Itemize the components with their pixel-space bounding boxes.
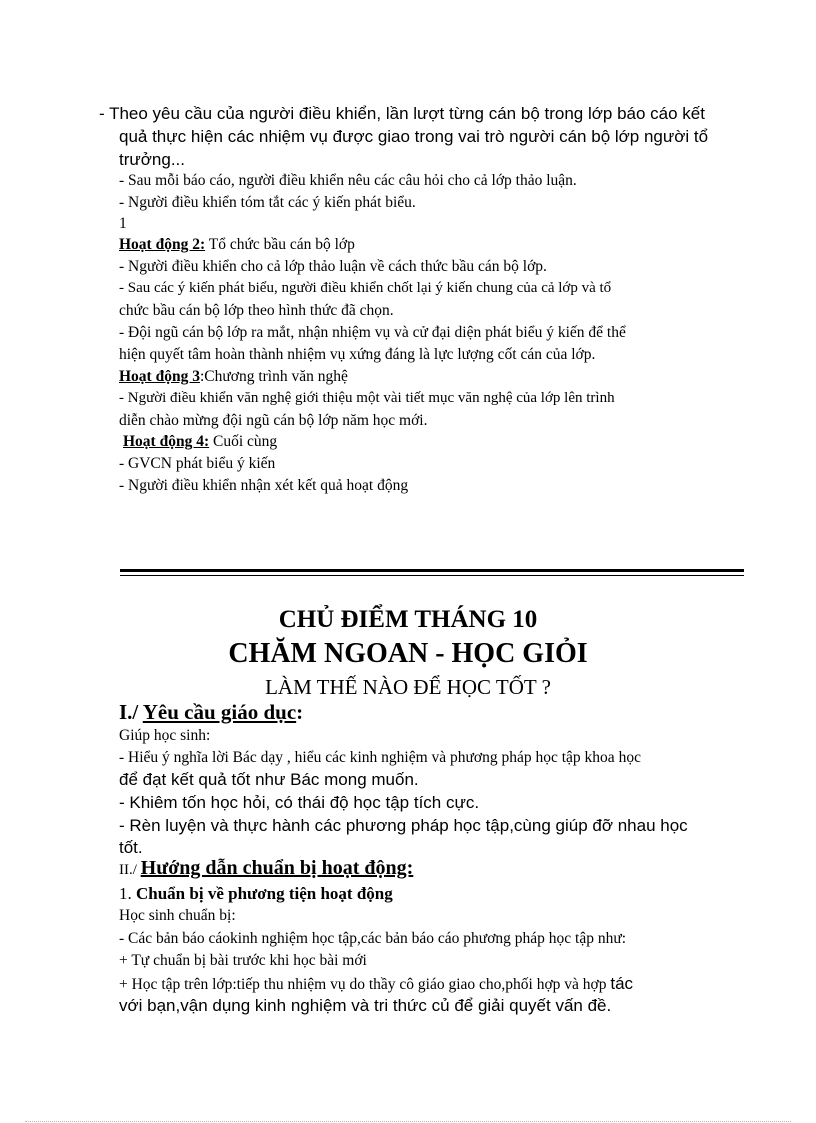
page-subtitle-question: LÀM THẾ NÀO ĐỂ HỌC TỐT ? — [265, 675, 551, 699]
activity-title: :Chương trình văn nghệ — [199, 368, 348, 385]
text-line: - Hiểu ý nghĩa lời Bác dạy , hiểu các kinh nghiệm và phương pháp học tập khoa học — [119, 749, 641, 766]
section-number: I./ — [119, 700, 143, 724]
page-title: CHỦ ĐIỂM THÁNG 10 — [278, 606, 538, 633]
text-line: - Người điều khiển văn nghệ giới thiệu một vài tiết mục văn nghệ của lớp lên trình — [119, 390, 615, 406]
activity-title: Tổ chức bầu cán bộ lớp — [205, 236, 355, 253]
page-number: 1 — [119, 215, 127, 232]
text-line: - Sau các ý kiến phát biểu, người điều khiển chốt lại ý kiến chung của cả lớp và tổ — [119, 280, 612, 296]
text-line: + Tự chuẩn bị bài trước khi học bài mới — [119, 952, 367, 969]
text-line: - Khiêm tốn học hỏi, có thái độ học tập tích cực. — [119, 793, 480, 812]
text-segment: + Học tập trên lớp:tiếp thu nhiệm vụ do thầy cô giáo giao cho,phối hợp và hợp — [119, 976, 611, 993]
text-segment: tác — [610, 974, 634, 993]
activity-label: Hoạt động 3 — [119, 368, 200, 385]
text-line: - GVCN phát biểu ý kiến — [119, 455, 276, 472]
section-heading — [119, 857, 413, 880]
section-divider-thin — [120, 575, 744, 576]
section-number: II./ — [119, 862, 141, 878]
text-line: - Các bản báo cáokinh nghiệm học tập,các bản báo cáo phương pháp học tập như: — [119, 930, 627, 947]
section-title: Yêu cầu giáo dục — [142, 700, 297, 724]
activity-heading — [123, 433, 277, 451]
subsection-title: Chuẩn bị về phương tiện hoạt động — [136, 884, 393, 903]
text-line: - Người điều khiển cho cả lớp thảo luận về cách thức bầu cán bộ lớp. — [119, 258, 547, 275]
text-line: - Theo yêu cầu của người điều khiển, lần lượt từng cán bộ trong lớp báo cáo kết — [99, 104, 705, 123]
page-bottom-border — [25, 1121, 791, 1122]
text-line: chức bầu cán bộ lớp theo hình thức đã chọn. — [119, 302, 394, 319]
section-divider-thick — [120, 569, 744, 572]
activity-heading — [119, 236, 355, 254]
activity-title: Cuối cùng — [209, 433, 278, 450]
text-line: - Sau mỗi báo cáo, người điều khiển nêu các câu hỏi cho cả lớp thảo luận. — [119, 172, 577, 189]
text-line: - Người điều khiển nhận xét kết quả hoạt động — [119, 477, 409, 494]
section-heading — [119, 700, 303, 725]
page-subtitle: CHĂM NGOAN - HỌC GIỎI — [228, 638, 588, 669]
text-line: - Đội ngũ cán bộ lớp ra mắt, nhận nhiệm vụ và cử đại diện phát biểu ý kiến để thể — [119, 324, 626, 341]
subsection-number: 1. — [119, 884, 136, 903]
text-line: trưởng... — [119, 150, 185, 169]
activity-label: Hoạt động 2: — [119, 236, 206, 253]
text-line: quả thực hiện các nhiệm vụ được giao trong vai trò người cán bộ lớp người tổ — [119, 127, 709, 146]
text-line: - Người điều khiển tóm tắt các ý kiến phát biểu. — [119, 194, 416, 211]
text-line: tốt. — [119, 838, 143, 857]
activity-label: Hoạt động 4: — [123, 433, 210, 450]
text-line: hiện quyết tâm hoàn thành nhiệm vụ xứng đáng là lực lượng cốt cán của lớp. — [119, 346, 596, 363]
activity-heading — [119, 368, 348, 386]
section-title: Hướng dẫn chuẩn bị hoạt động: — [140, 857, 414, 879]
text-line: để đạt kết quả tốt như Bác mong muốn. — [119, 770, 419, 789]
subsection-heading — [119, 884, 393, 904]
text-line: - Rèn luyện và thực hành các phương pháp học tập,cùng giúp đỡ nhau học — [119, 816, 688, 835]
text-line: Học sinh chuẩn bị: — [119, 907, 236, 924]
section-colon: : — [296, 700, 304, 724]
text-line — [119, 974, 633, 994]
text-line: Giúp học sinh: — [119, 727, 211, 744]
text-line: diễn chào mừng đội ngũ cán bộ lớp năm học mới. — [119, 412, 428, 429]
text-line: với bạn,vận dụng kinh nghiệm và tri thức củ để giải quyết vấn đề. — [119, 996, 612, 1015]
